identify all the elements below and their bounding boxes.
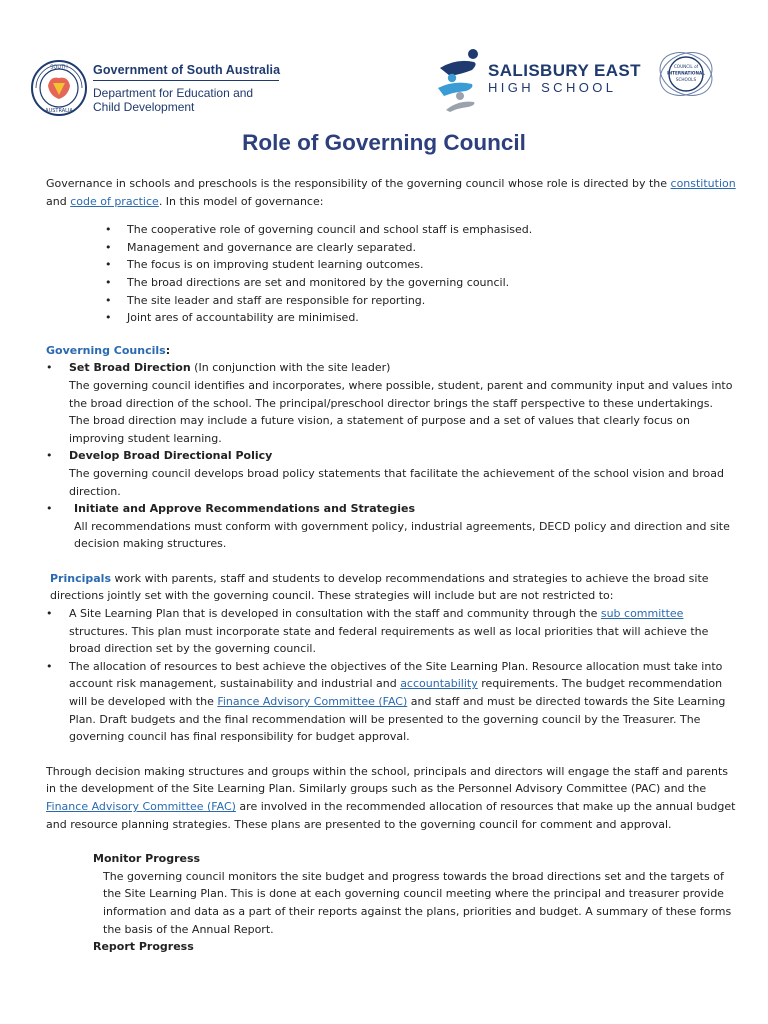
- item-text: and staff and must be directed towards the Site Learning Plan. Draft budgets and the final recommendation will be presented to the governing council by the Treasurer. The governing council has final responsibility for budget approval.: [69, 695, 726, 744]
- accountability-link[interactable]: accountability: [400, 677, 478, 691]
- sub-committee-link[interactable]: sub committee: [600, 607, 684, 621]
- list-item: • The site leader and staff are responsible for reporting.: [46, 292, 736, 310]
- intro-text-and: and: [46, 194, 71, 208]
- school-branding: [488, 62, 641, 95]
- department-line-2: Child Development: [93, 100, 195, 114]
- school-name: SALISBURY EAST: [488, 61, 641, 80]
- item-description: The governing council develops broad policy statements that facilitate the achievement of the school vision and broad direction.: [69, 466, 724, 498]
- cis-logo-line-3: SCHOOLS: [675, 77, 697, 82]
- list-item: [46, 605, 736, 658]
- south-australia-crest-logo: [30, 59, 88, 117]
- principals-strategies-list: [46, 605, 736, 746]
- principals-label: Principals: [50, 571, 111, 585]
- council-international-schools-logo: [656, 44, 716, 104]
- cis-logo-line-1: COUNCIL of: [673, 64, 699, 69]
- list-item: [46, 658, 736, 746]
- list-item: [46, 359, 736, 447]
- item-title: Develop Broad Directional Policy: [69, 449, 273, 463]
- item-title: Initiate and Approve Recommendations and Strategies: [74, 502, 416, 516]
- intro-text: Governance in schools and preschools is the responsibility of the governing council whose role is directed by the: [46, 177, 671, 190]
- finance-advisory-committee-link[interactable]: Finance Advisory Committee (FAC): [46, 800, 236, 813]
- principals-paragraph: [46, 570, 736, 605]
- governing-councils-heading: [46, 342, 736, 360]
- list-item: • The cooperative role of governing council and school staff is emphasised.: [46, 221, 736, 239]
- item-title: Set Broad Direction: [69, 361, 191, 375]
- item-note: (In conjunction with the site leader): [190, 361, 391, 375]
- item-description: All recommendations must conform with government policy, industrial agreements, DECD policy and direction and site decision making structures.: [74, 519, 730, 551]
- principals-intro: work with parents, staff and students to develop recommendations and strategies to achieve the broad site directions jointly set with the governing council. These strategies will include but are not restricted to:: [50, 571, 709, 603]
- monitor-progress-heading: Monitor Progress: [93, 852, 201, 866]
- page-title: Role of Governing Council: [242, 130, 526, 155]
- finance-advisory-committee-link[interactable]: Finance Advisory Committee (FAC): [217, 695, 408, 709]
- page-header: [0, 0, 768, 120]
- governance-model-list: [46, 221, 736, 327]
- list-item: • The focus is on improving student learning outcomes.: [46, 256, 736, 274]
- government-branding: [93, 63, 293, 114]
- heading-colon: :: [165, 343, 171, 357]
- government-title: Government of South Australia: [93, 63, 281, 77]
- monitor-progress-text: The governing council monitors the site budget and progress towards the broad directions set and the targets of the Site Learning Plan. This is done at each governing council meeting where the principal and treasurer provide information and data as a part of their reports against the plans, priorities and budget. A summary of these forms the basis of the Annual Report.: [103, 869, 732, 936]
- list-item: [46, 447, 736, 500]
- paragraph-text: Through decision making structures and groups within the school, principals and directors will engage the staff and parents in the development of the Site Learning Plan. Similarly groups such as the Personnel Advisory Committee (PAC) and the: [46, 764, 728, 796]
- svg-text:SOUTH: SOUTH: [50, 64, 68, 71]
- list-item: [46, 500, 736, 553]
- paragraph-text: are involved in the recommended allocation of resources that make up the annual budget and resource planning strategies. These plans are presented to the governing council for comment and approval.: [46, 800, 736, 831]
- school-figures-logo-icon: [436, 44, 486, 114]
- governing-councils-label: Governing Councils: [46, 343, 166, 357]
- item-text: requirements. The budget recommendation will be developed with the: [69, 677, 723, 709]
- list-item: • The broad directions are set and monitored by the governing council.: [46, 274, 736, 292]
- constitution-link[interactable]: constitution: [670, 177, 736, 190]
- intro-text-end: . In this model of governance:: [158, 194, 324, 208]
- list-item: • Management and governance are clearly separated.: [46, 239, 736, 257]
- item-text: structures. This plan must incorporate state and federal requirements as well as local priorities that will achieve the broad direction set by the governing council.: [69, 624, 709, 656]
- list-item: • Joint ares of accountability are minimised.: [46, 309, 736, 327]
- document-body: [46, 175, 736, 956]
- cis-logo-line-2: INTERNATIONAL: [667, 70, 705, 76]
- item-text: The allocation of resources to best achieve the objectives of the Site Learning Plan. Resource allocation must take into account risk management, sustainability and industrial and: [69, 659, 723, 691]
- item-description: The governing council identifies and incorporates, where possible, student, parent and community input and values into the broad direction of the school. The principal/preschool director brings the staff perspective to these undertakings. The broad direction may include a future vision, a statement of purpose and a set of values that clearly focus on improving student learning.: [69, 378, 733, 445]
- item-text: A Site Learning Plan that is developed in consultation with the staff and community through the: [69, 607, 601, 621]
- decision-making-paragraph: [46, 763, 736, 833]
- branding-divider: [93, 80, 279, 81]
- svg-text:AUSTRALIA: AUSTRALIA: [45, 108, 73, 114]
- governing-councils-list: [46, 359, 736, 553]
- code-of-practice-link[interactable]: code of practice: [70, 194, 159, 208]
- school-subtitle: HIGH SCHOOL: [488, 80, 617, 95]
- intro-paragraph: [46, 175, 736, 210]
- report-progress-heading: Report Progress: [93, 940, 194, 954]
- department-line-1: Department for Education and: [93, 86, 254, 100]
